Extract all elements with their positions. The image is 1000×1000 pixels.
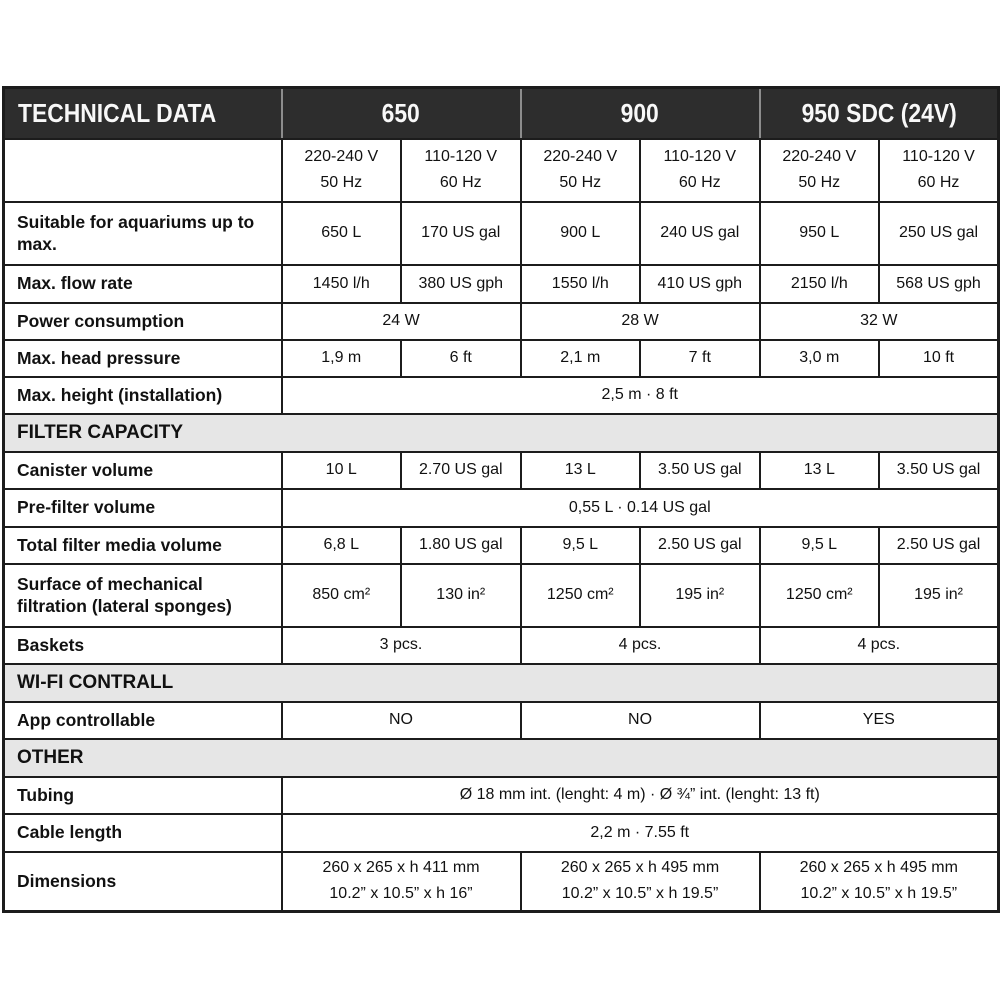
model-950-label: 950 SDC (24V) [801, 97, 957, 128]
flow-900-metric: 1550 l/h [521, 265, 641, 303]
suitable-900-metric: 900 L [521, 202, 641, 265]
row-canister [4, 452, 999, 489]
voltage-cell-6 [879, 139, 999, 202]
volts-label: 220-240 V [304, 148, 379, 165]
baskets-950: 4 pcs. [760, 627, 999, 664]
media-950-metric: 9,5 L [760, 527, 880, 564]
volts-label: 220-240 V [782, 148, 857, 165]
freq-label: 60 Hz [439, 174, 482, 191]
model-900-label: 900 [620, 97, 660, 128]
canister-950-metric: 13 L [760, 452, 880, 489]
baskets-900: 4 pcs. [521, 627, 760, 664]
row-total-media-label: Total filter media volume [4, 527, 282, 564]
row-head-label: Max. head pressure [4, 340, 282, 377]
row-suitable [4, 202, 999, 265]
table-title-cell [4, 88, 282, 139]
freq-label: 60 Hz [917, 174, 960, 191]
head-900-metric: 2,1 m [521, 340, 641, 377]
tubing-value: Ø 18 mm int. (lenght: 4 m) · Ø ¾” int. (lenght: 13 ft) [282, 777, 999, 814]
head-650-us: 6 ft [401, 340, 521, 377]
voltage-cell-4 [640, 139, 760, 202]
suitable-650-metric: 650 L [282, 202, 402, 265]
voltage-cell-1 [282, 139, 402, 202]
row-app [4, 702, 999, 739]
row-dimensions [4, 852, 999, 912]
surface-650-us: 130 in² [401, 564, 521, 627]
freq-label: 60 Hz [678, 174, 721, 191]
voltage-header-row [4, 139, 999, 202]
model-650-label: 650 [381, 97, 421, 128]
flow-650-us: 380 US gph [401, 265, 521, 303]
canister-650-us: 2.70 US gal [401, 452, 521, 489]
voltage-cell-3 [521, 139, 641, 202]
row-cable-label: Cable length [4, 814, 282, 852]
freq-label: 50 Hz [559, 174, 602, 191]
row-flow-label: Max. flow rate [4, 265, 282, 303]
dimensions-650-metric: 260 x 265 x h 411 mm [322, 859, 480, 877]
row-power [4, 303, 999, 340]
media-650-us: 1.80 US gal [401, 527, 521, 564]
volts-label: 110-120 V [663, 148, 737, 165]
power-900: 28 W [521, 303, 760, 340]
row-max-height [4, 377, 999, 414]
row-app-label: App controllable [4, 702, 282, 739]
row-flow [4, 265, 999, 303]
table-title: TECHNICAL DATA [18, 97, 217, 128]
suitable-650-us: 170 US gal [401, 202, 521, 265]
flow-950-metric: 2150 l/h [760, 265, 880, 303]
canister-650-metric: 10 L [282, 452, 402, 489]
suitable-900-us: 240 US gal [640, 202, 760, 265]
dimensions-900-metric: 260 x 265 x h 495 mm [560, 859, 720, 877]
row-baskets-label: Baskets [4, 627, 282, 664]
prefilter-value: 0,55 L · 0.14 US gal [282, 489, 999, 527]
head-950-metric: 3,0 m [760, 340, 880, 377]
dimensions-650 [282, 852, 521, 912]
section-other [4, 739, 999, 777]
canister-900-us: 3.50 US gal [640, 452, 760, 489]
voltage-cell-2 [401, 139, 521, 202]
canister-900-metric: 13 L [521, 452, 641, 489]
row-tubing-label: Tubing [4, 777, 282, 814]
table-header-row [4, 88, 999, 139]
voltage-cell-5 [760, 139, 880, 202]
volts-label: 220-240 V [543, 148, 618, 165]
max-height-value: 2,5 m · 8 ft [282, 377, 999, 414]
media-900-us: 2.50 US gal [640, 527, 760, 564]
row-prefilter [4, 489, 999, 527]
row-baskets [4, 627, 999, 664]
cable-value: 2,2 m · 7.55 ft [282, 814, 999, 852]
media-950-us: 2.50 US gal [879, 527, 999, 564]
row-dimensions-label: Dimensions [4, 852, 282, 912]
section-other-label: OTHER [4, 739, 999, 777]
head-950-us: 10 ft [879, 340, 999, 377]
row-head [4, 340, 999, 377]
flow-650-metric: 1450 l/h [282, 265, 402, 303]
power-650: 24 W [282, 303, 521, 340]
surface-950-metric: 1250 cm² [760, 564, 880, 627]
dimensions-950 [760, 852, 999, 912]
baskets-650: 3 pcs. [282, 627, 521, 664]
canister-950-us: 3.50 US gal [879, 452, 999, 489]
row-surface-label: Surface of mechanical filtration (lateral sponges) [4, 564, 282, 627]
dimensions-900 [521, 852, 760, 912]
freq-label: 50 Hz [798, 174, 841, 191]
row-max-height-label: Max. height (installation) [4, 377, 282, 414]
surface-900-us: 195 in² [640, 564, 760, 627]
section-wifi-label: WI-FI CONTRALL [4, 664, 999, 702]
section-filter-capacity [4, 414, 999, 452]
row-power-label: Power consumption [4, 303, 282, 340]
row-prefilter-label: Pre-filter volume [4, 489, 282, 527]
surface-900-metric: 1250 cm² [521, 564, 641, 627]
model-950-header [760, 88, 999, 139]
section-wifi [4, 664, 999, 702]
media-900-metric: 9,5 L [521, 527, 641, 564]
row-total-media [4, 527, 999, 564]
suitable-950-us: 250 US gal [879, 202, 999, 265]
section-filter-capacity-label: FILTER CAPACITY [4, 414, 999, 452]
dimensions-950-metric: 260 x 265 x h 495 mm [799, 859, 958, 877]
surface-650-metric: 850 cm² [282, 564, 402, 627]
head-650-metric: 1,9 m [282, 340, 402, 377]
row-suitable-label: Suitable for aquariums up to max. [4, 202, 282, 265]
model-650-header [282, 88, 521, 139]
dimensions-950-imperial: 10.2” x 10.5” x h 19.5” [800, 885, 958, 903]
app-650: NO [282, 702, 521, 739]
volts-label: 110-120 V [424, 148, 498, 165]
flow-950-us: 568 US gph [879, 265, 999, 303]
model-900-header [521, 88, 760, 139]
dimensions-900-imperial: 10.2” x 10.5” x h 19.5” [561, 885, 719, 903]
volts-label: 110-120 V [902, 148, 975, 165]
row-tubing [4, 777, 999, 814]
app-950: YES [760, 702, 999, 739]
voltage-row-empty-cell [4, 139, 282, 202]
row-surface [4, 564, 999, 627]
surface-950-us: 195 in² [879, 564, 999, 627]
app-900: NO [521, 702, 760, 739]
row-cable [4, 814, 999, 852]
power-950: 32 W [760, 303, 999, 340]
media-650-metric: 6,8 L [282, 527, 402, 564]
freq-label: 50 Hz [320, 174, 363, 191]
row-canister-label: Canister volume [4, 452, 282, 489]
technical-data-table [2, 86, 1000, 913]
dimensions-650-imperial: 10.2” x 10.5” x h 16” [329, 885, 473, 903]
head-900-us: 7 ft [640, 340, 760, 377]
suitable-950-metric: 950 L [760, 202, 880, 265]
flow-900-us: 410 US gph [640, 265, 760, 303]
